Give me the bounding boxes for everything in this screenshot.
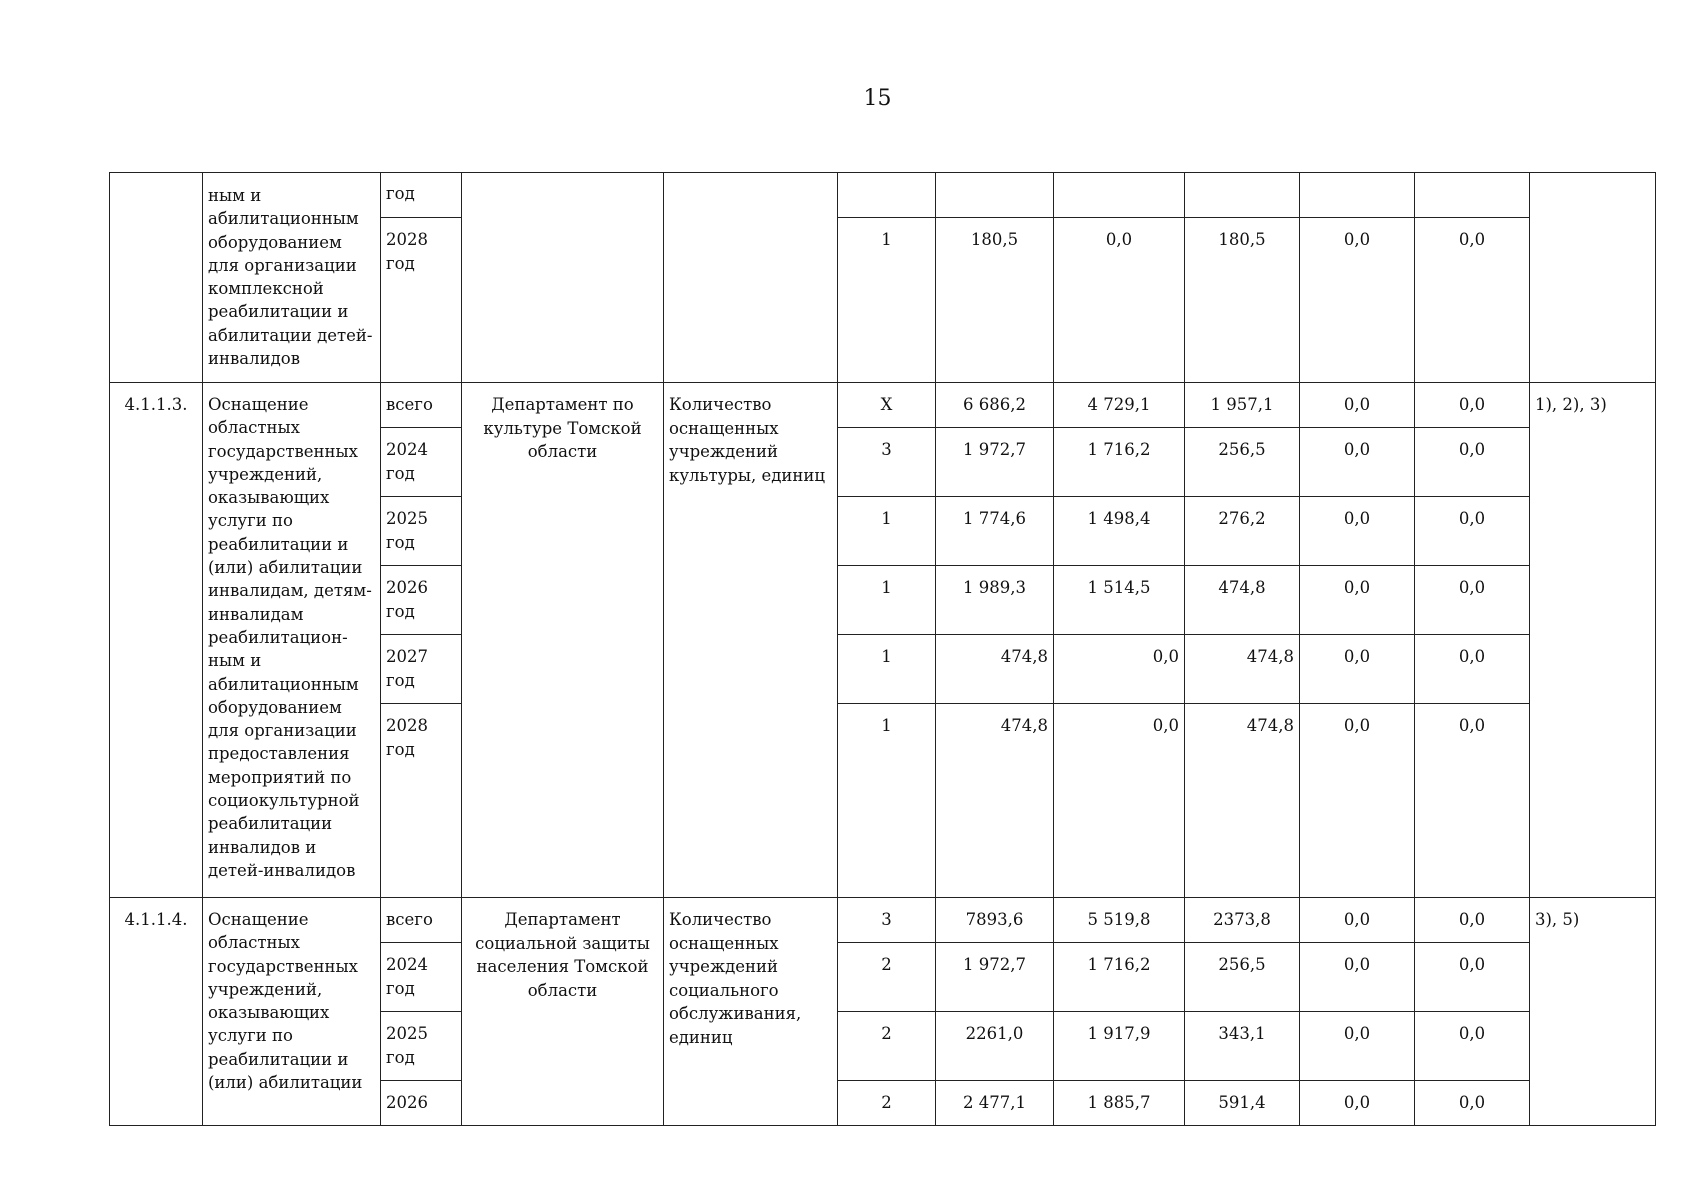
extra-cell: 0,0 xyxy=(1415,635,1530,704)
extra-cell: 0,0 xyxy=(1415,218,1530,383)
qty-cell: 3 xyxy=(838,898,936,943)
year-cell: 2024 год xyxy=(381,943,462,1012)
qty-cell: 1 xyxy=(838,635,936,704)
total-cell: 474,8 xyxy=(936,635,1054,704)
total-cell: 180,5 xyxy=(936,218,1054,383)
code-cell xyxy=(110,173,203,383)
extra-cell: 0,0 xyxy=(1415,383,1530,428)
regional-cell: 474,8 xyxy=(1185,635,1300,704)
total-cell: 1 774,6 xyxy=(936,497,1054,566)
local-cell: 0,0 xyxy=(1300,566,1415,635)
qty-cell: 1 xyxy=(838,218,936,383)
federal-cell: 0,0 xyxy=(1054,218,1185,383)
total-cell xyxy=(936,173,1054,218)
total-cell: 1 972,7 xyxy=(936,943,1054,1012)
year-cell: всего xyxy=(381,383,462,428)
measure-name-cell: Оснащение областных государственных учреждений, оказывающих услуги по реабилитации и (или) абилитации инвалидам, детям- инвалидам реабилитацион- ным и абилитационным оборудованием для организации предоставления мероприятий по социокультурной реабилитации инвалидов и детей-инвалидов xyxy=(203,383,381,898)
notes-cell: 3), 5) xyxy=(1530,898,1656,1126)
year-cell: 2025 год xyxy=(381,497,462,566)
regional-cell: 343,1 xyxy=(1185,1012,1300,1081)
federal-cell: 1 917,9 xyxy=(1054,1012,1185,1081)
federal-cell: 0,0 xyxy=(1054,704,1185,898)
total-cell: 1 972,7 xyxy=(936,428,1054,497)
extra-cell xyxy=(1415,173,1530,218)
year-cell: 2028 год xyxy=(381,704,462,898)
total-cell: 474,8 xyxy=(936,704,1054,898)
measure-code-cell: 4.1.1.3. xyxy=(110,383,203,898)
regional-cell: 591,4 xyxy=(1185,1081,1300,1126)
indicator-cell: Количество оснащенных учреждений социального обслуживания, единиц xyxy=(664,898,838,1126)
year-cell: 2026 год xyxy=(381,566,462,635)
regional-cell: 474,8 xyxy=(1185,704,1300,898)
federal-cell: 1 716,2 xyxy=(1054,428,1185,497)
extra-cell: 0,0 xyxy=(1415,1081,1530,1126)
total-cell: 2261,0 xyxy=(936,1012,1054,1081)
local-cell: 0,0 xyxy=(1300,218,1415,383)
qty-cell: 1 xyxy=(838,566,936,635)
year-cell: год xyxy=(381,173,462,218)
federal-cell: 5 519,8 xyxy=(1054,898,1185,943)
federal-cell: 1 514,5 xyxy=(1054,566,1185,635)
year-cell: 2025 год xyxy=(381,1012,462,1081)
local-cell: 0,0 xyxy=(1300,898,1415,943)
program-table xyxy=(109,172,1656,1126)
table-row xyxy=(110,383,1656,428)
indicator-cell xyxy=(664,173,838,383)
regional-cell: 474,8 xyxy=(1185,566,1300,635)
qty-cell: 2 xyxy=(838,1012,936,1081)
year-cell: 2024 год xyxy=(381,428,462,497)
indicator-cell: Количество оснащенных учреждений культуры, единиц xyxy=(664,383,838,898)
local-cell: 0,0 xyxy=(1300,1081,1415,1126)
qty-cell: Х xyxy=(838,383,936,428)
local-cell: 0,0 xyxy=(1300,635,1415,704)
extra-cell: 0,0 xyxy=(1415,1012,1530,1081)
notes-cell xyxy=(1530,173,1656,383)
total-cell: 6 686,2 xyxy=(936,383,1054,428)
qty-cell: 1 xyxy=(838,704,936,898)
extra-cell: 0,0 xyxy=(1415,898,1530,943)
local-cell: 0,0 xyxy=(1300,1012,1415,1081)
extra-cell: 0,0 xyxy=(1415,497,1530,566)
qty-cell xyxy=(838,173,936,218)
federal-cell: 1 885,7 xyxy=(1054,1081,1185,1126)
total-cell: 1 989,3 xyxy=(936,566,1054,635)
year-cell: всего xyxy=(381,898,462,943)
federal-cell: 1 498,4 xyxy=(1054,497,1185,566)
extra-cell: 0,0 xyxy=(1415,943,1530,1012)
regional-cell: 256,5 xyxy=(1185,943,1300,1012)
table-row xyxy=(110,898,1656,943)
regional-cell: 180,5 xyxy=(1185,218,1300,383)
year-cell: 2028 год xyxy=(381,218,462,383)
total-cell: 7893,6 xyxy=(936,898,1054,943)
qty-cell: 1 xyxy=(838,497,936,566)
local-cell: 0,0 xyxy=(1300,428,1415,497)
executor-cell xyxy=(462,173,664,383)
qty-cell: 3 xyxy=(838,428,936,497)
regional-cell: 276,2 xyxy=(1185,497,1300,566)
local-cell: 0,0 xyxy=(1300,704,1415,898)
federal-cell xyxy=(1054,173,1185,218)
measure-name-cell: Оснащение областных государственных учреждений, оказывающих услуги по реабилитации и (или) абилитации xyxy=(203,898,381,1126)
page-number: 15 xyxy=(863,86,892,111)
total-cell: 2 477,1 xyxy=(936,1081,1054,1126)
extra-cell: 0,0 xyxy=(1415,704,1530,898)
regional-cell: 1 957,1 xyxy=(1185,383,1300,428)
year-cell: 2026 xyxy=(381,1081,462,1126)
federal-cell: 4 729,1 xyxy=(1054,383,1185,428)
executor-cell: Департамент социальной защиты населения Томской области xyxy=(462,898,664,1126)
qty-cell: 2 xyxy=(838,1081,936,1126)
measure-code-cell: 4.1.1.4. xyxy=(110,898,203,1126)
executor-cell: Департамент по культуре Томской области xyxy=(462,383,664,898)
extra-cell: 0,0 xyxy=(1415,428,1530,497)
local-cell: 0,0 xyxy=(1300,943,1415,1012)
extra-cell: 0,0 xyxy=(1415,566,1530,635)
notes-cell: 1), 2), 3) xyxy=(1530,383,1656,898)
measure-name-cell: ным и абилитационным оборудованием для организации комплексной реабилитации и абилитации детей- инвалидов xyxy=(203,173,381,383)
local-cell xyxy=(1300,173,1415,218)
federal-cell: 0,0 xyxy=(1054,635,1185,704)
regional-cell: 2373,8 xyxy=(1185,898,1300,943)
local-cell: 0,0 xyxy=(1300,383,1415,428)
regional-cell: 256,5 xyxy=(1185,428,1300,497)
table-row xyxy=(110,173,1656,218)
federal-cell: 1 716,2 xyxy=(1054,943,1185,1012)
local-cell: 0,0 xyxy=(1300,497,1415,566)
regional-cell xyxy=(1185,173,1300,218)
year-cell: 2027 год xyxy=(381,635,462,704)
qty-cell: 2 xyxy=(838,943,936,1012)
